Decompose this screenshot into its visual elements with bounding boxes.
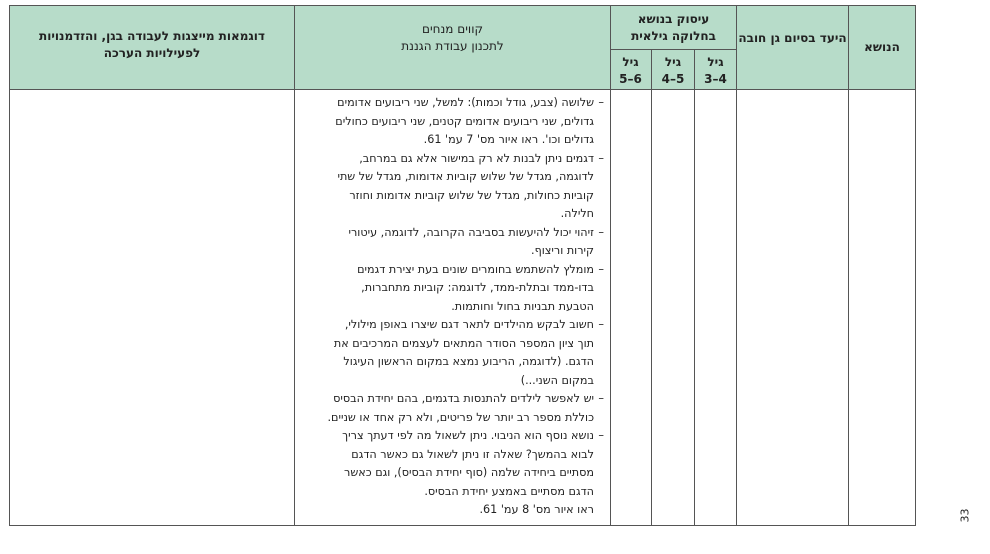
guideline-line: תוך ציון המספר הסודר המתאים לעצמים המרכיבים את	[333, 336, 594, 350]
guideline-line: – חשוב לבקש מהילדים לתאר דגם שיצרו באופן מילולי,	[344, 318, 594, 331]
guideline-item	[302, 316, 604, 390]
guideline-item	[302, 390, 604, 427]
guideline-line: הדגם. (לדוגמה, הריבוע נמצא במקום הראשון העיגול	[343, 355, 594, 368]
guideline-line: – נושא נוסף הוא הניבוי. ניתן לשאול מה לפי דעתך צריך	[342, 429, 594, 442]
header-age-4-5: גיל 5–4	[661, 55, 685, 86]
guideline-item	[302, 94, 604, 150]
header-goal: היעד בסיום גן חובה	[738, 31, 847, 45]
guideline-line: מסתיים ביחידה שלמה (סוף יחידת הבסיס), וגם כאשר	[344, 466, 594, 479]
guideline-line: – זיהוי יכול להיעשות בסביבה הקרובה, לדוגמה, עיטורי	[348, 225, 594, 239]
guideline-line: כוללת מספר רב יותר של פריטים, ולא רק אחד או שניים.	[327, 410, 594, 424]
guideline-line: קוביות כחולות, מגדל של שלוש קוביות אדומות וחוזר	[349, 188, 594, 202]
header-age-5-6: גיל 6–5	[619, 55, 642, 86]
guideline-item	[302, 150, 604, 224]
guideline-line: גדולים, שני ריבועים אדומים קטנים, שני ריבועים כחולים	[335, 114, 594, 128]
header-topic: הנושא	[864, 40, 900, 54]
guideline-line: לדוגמה, מגדל של שלוש קוביות אדומות, מגדל של שתי	[337, 170, 594, 183]
guideline-line: – יש לאפשר לילדים להתנסות בדגמים, בהם יחידת הבסיס	[333, 392, 594, 405]
guideline-line: ראו איור מס' 8 עמ' 61.	[479, 503, 594, 516]
curriculum-table	[9, 5, 916, 526]
guideline-line: – שלושה (צבע, גודל וכמות): למשל, שני ריבועים אדומים	[337, 96, 594, 109]
guideline-line: בדו-ממד ובתלת-ממד, לדוגמה: קוביות מתחברות,	[361, 281, 594, 294]
header-examples: דוגמאות מייצגות לעבודה בגן, והזדמנויות לפעילויות הערכה	[39, 29, 265, 60]
guideline-line: גדולים וכו'. ראו איור מס' 7 עמ' 61.	[423, 133, 594, 146]
guideline-line: במקום השני...)	[520, 373, 594, 387]
guideline-item	[302, 427, 604, 520]
header-age-3-4: גיל 4–3	[704, 55, 727, 86]
guideline-line: חלילה.	[560, 207, 594, 220]
page-number: 33	[958, 508, 972, 523]
guideline-line: – דגמים ניתן לבנות לא רק במישור אלא גם במרחב,	[359, 151, 594, 165]
guidelines-list	[302, 94, 604, 520]
header-engagement: עיסוק בנושא בחלוקה גילאית	[631, 12, 716, 43]
guideline-line: קירות וריצוף.	[531, 244, 594, 257]
guideline-line: הדגם מסתיים באמצע יחידת הבסיס.	[424, 484, 594, 498]
guideline-item	[302, 224, 604, 261]
guideline-line: – מומלץ להשתמש בחומרים שונים בעת יצירת דגמים	[357, 262, 594, 276]
guideline-line: לבוא בהמשך? שאלה זו ניתן לשאול גם כאשר הדגם	[351, 447, 594, 461]
guideline-line: הטבעת תבניות בחול וחותמות.	[451, 299, 594, 313]
header-guidelines: קווים מנחים לתכנון עבודת הגננת	[401, 22, 504, 53]
guideline-item	[302, 261, 604, 317]
